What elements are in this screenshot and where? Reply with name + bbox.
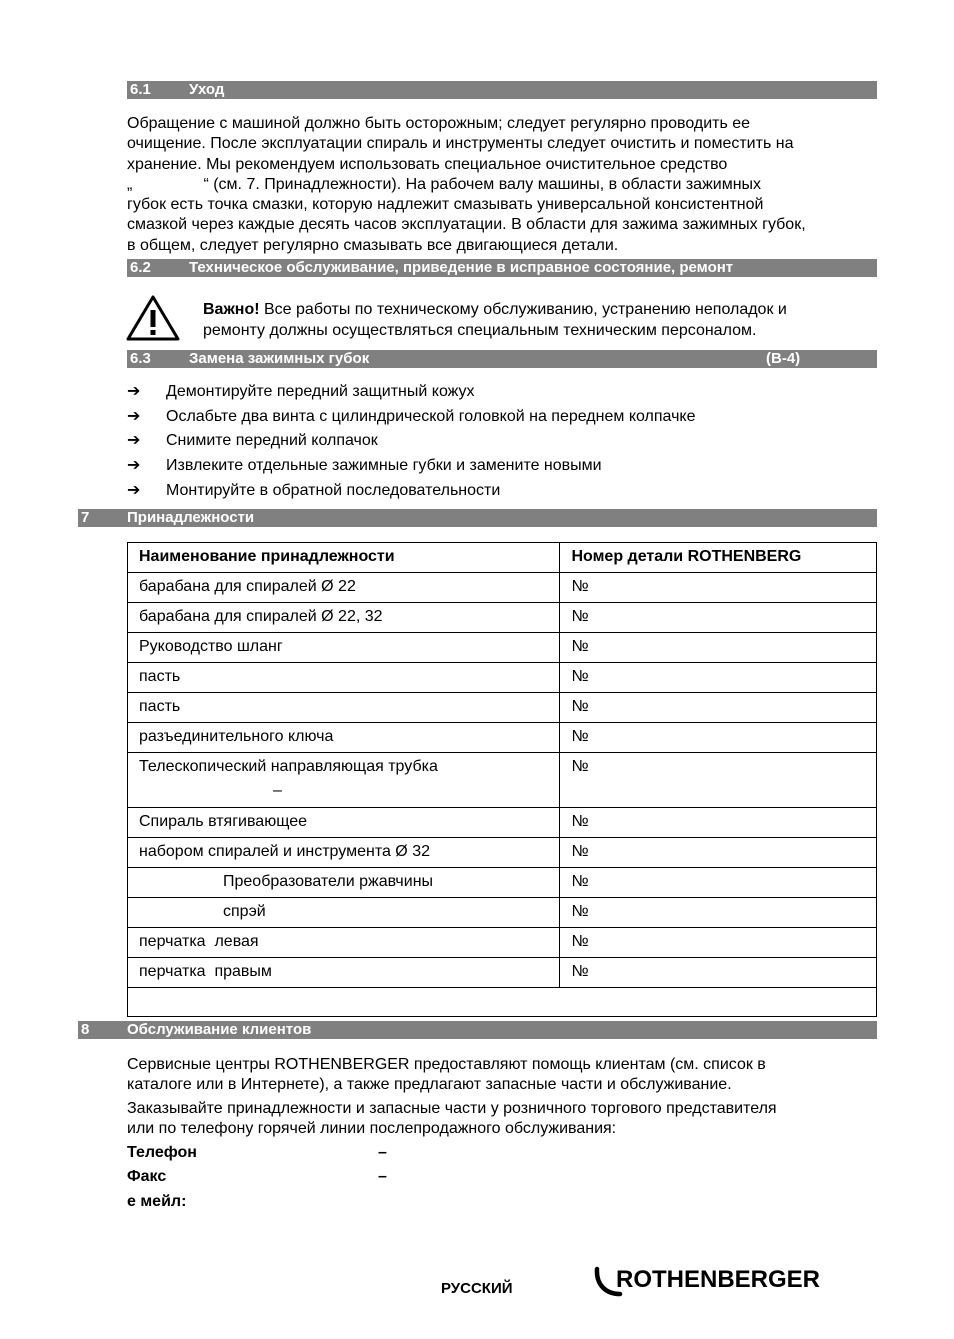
- header-part-number: Номер детали ROTHENBERG: [560, 543, 877, 573]
- part-number: №: [560, 573, 877, 603]
- arrow-right-icon: ➔: [127, 482, 141, 499]
- step-text: Демонтируйте передний защитный кожух: [166, 383, 475, 400]
- arrow-right-icon: ➔: [127, 383, 141, 400]
- accessory-name: спрэй: [128, 898, 560, 928]
- accessory-name-cell: [128, 753, 560, 808]
- part-number: №: [560, 753, 877, 808]
- empty-cell: [128, 988, 877, 1017]
- step-text: Монтируйте в обратной последовательности: [166, 482, 501, 499]
- arrow-right-icon: ➔: [127, 457, 141, 474]
- part-number: №: [560, 928, 877, 958]
- section-7-header: [78, 509, 877, 527]
- accessory-name: разъединительного ключа: [128, 723, 560, 753]
- table-row-empty: [128, 988, 877, 1017]
- service-line: каталоге или в Интернете), а также предлагают запасные части и обслуживание.: [127, 1076, 732, 1094]
- table-row: [128, 868, 877, 898]
- accessory-name: барабана для спиралей Ø 22: [128, 573, 560, 603]
- section-number: 7: [81, 509, 90, 526]
- figure-reference: (B-4): [766, 350, 801, 367]
- service-line: Заказывайте принадлежности и запасные части у розничного торгового представителя: [127, 1100, 777, 1117]
- care-line: „ “ (см. 7. Принадлежности). На рабочем валу машины, в области зажимных: [127, 175, 762, 193]
- arrow-right-icon: ➔: [127, 408, 141, 425]
- table-row: [128, 838, 877, 868]
- brand-text: ROTHENBERGER: [616, 1266, 821, 1293]
- table-row: [128, 633, 877, 663]
- arrow-right-icon: ➔: [127, 432, 141, 449]
- warning-bold: Важно!: [203, 301, 260, 318]
- section-title: Замена зажимных губок: [189, 350, 370, 367]
- care-line: очищение. После эксплуатации спираль и инструменты следует очистить и поместить на: [127, 135, 794, 153]
- care-line: смазкой через каждые десять часов эксплуатации. В области для зажима зажимных губок,: [127, 216, 806, 234]
- part-number: №: [560, 663, 877, 693]
- step-text: Извлеките отдельные зажимные губки и замените новыми: [166, 457, 602, 474]
- table-row: [128, 723, 877, 753]
- phone-row: [127, 1141, 387, 1165]
- service-line: или по телефону горячей линии послепродажного обслуживания:: [127, 1120, 617, 1138]
- footer-language: РУССКИЙ: [441, 1280, 513, 1297]
- accessory-name: перчатка правым: [128, 958, 560, 988]
- service-line: Сервисные центры ROTHENBERGER предоставляют помощь клиентам (см. список в: [127, 1056, 766, 1073]
- section-title: Уход: [189, 81, 225, 98]
- table-row: [128, 753, 877, 808]
- accessory-name: пасть: [128, 663, 560, 693]
- table-header-row: [128, 543, 877, 573]
- service-paragraph-1: [127, 1055, 877, 1096]
- part-number: №: [560, 958, 877, 988]
- accessory-name: набором спиралей и инструмента Ø 32: [128, 838, 560, 868]
- warning-triangle-icon: [125, 294, 181, 342]
- part-number: №: [560, 898, 877, 928]
- part-number: №: [560, 838, 877, 868]
- accessory-name: перчатка левая: [128, 928, 560, 958]
- part-number: №: [560, 868, 877, 898]
- table-row: [128, 898, 877, 928]
- warning-text: [203, 299, 883, 341]
- part-number: №: [560, 723, 877, 753]
- phone-value: –: [378, 1144, 387, 1161]
- section-title: Обслуживание клиентов: [127, 1021, 312, 1038]
- accessory-name: Спираль втягивающее: [128, 808, 560, 838]
- part-number: №: [560, 603, 877, 633]
- phone-label: Телефон: [127, 1144, 197, 1161]
- table-row: [128, 808, 877, 838]
- rothenberger-logo: [594, 1263, 826, 1303]
- section-6-1-header: [127, 81, 877, 99]
- accessory-name: пасть: [128, 693, 560, 723]
- section-number: 6.3: [130, 350, 151, 367]
- section-6-3-header: [127, 350, 877, 368]
- accessory-name-extra: –: [273, 782, 282, 799]
- section-title: Принадлежности: [127, 509, 255, 526]
- header-name: Наименование принадлежности: [128, 543, 560, 573]
- care-line: в общем, следует регулярно смазывать все двигающиеся детали.: [127, 236, 619, 254]
- section-number: 6.2: [130, 259, 151, 276]
- section-number: 6.1: [130, 81, 151, 98]
- fax-row: [127, 1165, 387, 1189]
- care-line: Обращение с машиной должно быть осторожным; следует регулярно проводить ее: [127, 115, 751, 132]
- warning-line1: Все работы по техническому обслуживанию, устранению неполадок и: [259, 301, 787, 318]
- fax-label: Факс: [127, 1168, 167, 1185]
- fax-value: –: [378, 1168, 387, 1185]
- part-number: №: [560, 808, 877, 838]
- table-row: [128, 693, 877, 723]
- step-text: Ослабьте два винта с цилиндрической головкой на переднем колпачке: [166, 408, 696, 425]
- care-paragraph: [127, 114, 877, 256]
- table-row: [128, 928, 877, 958]
- section-8-header: [78, 1021, 877, 1039]
- care-line: губок есть точка смазки, которую надлежит смазывать универсальной консистентной: [127, 196, 764, 214]
- accessory-name: Преобразователи ржавчины: [128, 868, 560, 898]
- table-row: [128, 663, 877, 693]
- accessory-name: Руководство шланг: [128, 633, 560, 663]
- warning-line2: ремонту должны осуществляться специальным техническим персоналом.: [203, 322, 757, 339]
- service-paragraph-2: [127, 1099, 877, 1140]
- care-line: хранение. Мы рекомендуем использовать специальное очистительное средство: [127, 155, 728, 173]
- part-number: №: [560, 693, 877, 723]
- table-row: [128, 958, 877, 988]
- email-row: [127, 1190, 186, 1214]
- section-6-2-header: [127, 259, 877, 277]
- accessory-name: барабана для спиралей Ø 22, 32: [128, 603, 560, 633]
- section-number: 8: [81, 1021, 90, 1038]
- step-text: Снимите передний колпачок: [166, 432, 378, 449]
- table-row: [128, 573, 877, 603]
- accessory-name: Телескопический направляющая трубка: [139, 758, 438, 775]
- accessories-table: [127, 542, 877, 1017]
- email-label: е мейл:: [127, 1193, 187, 1210]
- table-row: [128, 603, 877, 633]
- part-number: №: [560, 633, 877, 663]
- section-title: Техническое обслуживание, приведение в исправное состояние, ремонт: [189, 259, 734, 276]
